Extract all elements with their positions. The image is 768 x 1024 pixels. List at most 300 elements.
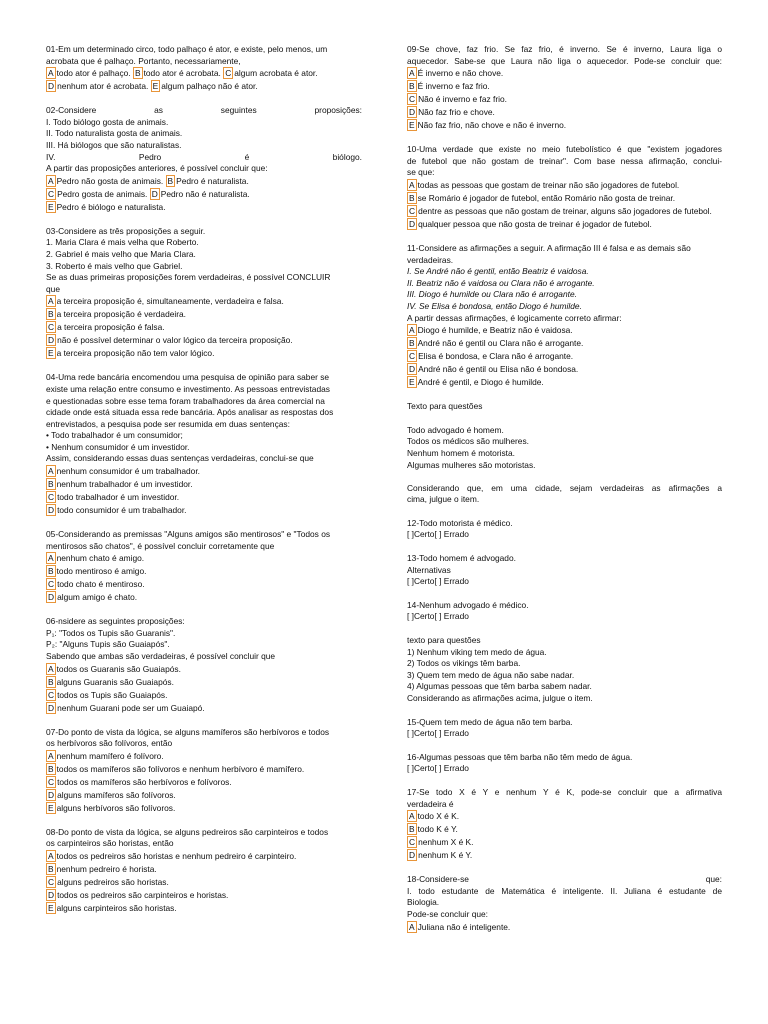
option-text: todo consumidor é um trabalhador. <box>57 505 187 516</box>
question-line: se que: <box>407 167 435 178</box>
option-text: Não faz frio, não chove e não é inverno. <box>417 120 567 131</box>
option-text: qualquer pessoa que não gosta de treinar é jogador de futebol. <box>418 218 652 229</box>
answer-option[interactable] <box>46 202 166 212</box>
option-text: nenhum K é Y. <box>418 850 473 861</box>
question-block <box>407 425 722 506</box>
option-row <box>407 192 722 205</box>
option-row <box>407 823 722 836</box>
answer-option[interactable] <box>46 777 232 787</box>
question-block <box>407 635 722 705</box>
question-block <box>407 752 722 775</box>
answer-option[interactable] <box>407 206 712 216</box>
option-text: Pedro é biólogo e naturalista. <box>56 201 166 212</box>
question-line: A partir das proposições anteriores, é possível concluir que: <box>46 163 268 174</box>
question-line: [ ]Certo[ ] Errado <box>407 611 469 622</box>
option-row <box>46 702 362 715</box>
option-row <box>407 849 722 862</box>
answer-option[interactable] <box>407 325 573 335</box>
question-line: 3) Quem tem medo de água não sabe nadar. <box>407 669 575 680</box>
question-text: Todo advogado é homem. <box>407 424 504 435</box>
answer-option[interactable] <box>46 296 284 306</box>
answer-option[interactable] <box>150 189 250 199</box>
option-text: Pedro é naturalista. <box>176 175 249 186</box>
question-line: de futebol que não gostam de treinar". Com base nessa afirmação, conclui- <box>407 155 722 166</box>
answer-option[interactable] <box>46 677 174 687</box>
option-row <box>46 334 362 347</box>
question-line: I. Todo biólogo gosta de animais. <box>46 116 169 127</box>
question-line: Se as duas primeiras proposições forem verdadeiras, é possível CONCLUIR <box>46 272 331 283</box>
question-line: II. Beatriz não é vaidosa ou Clara não é arrogante. <box>407 277 595 288</box>
option-letter-box[interactable]: B <box>409 338 415 349</box>
option-row <box>46 789 362 802</box>
option-text: todos os pedreiros são carpinteiros e horistas. <box>57 890 229 900</box>
option-letter-box[interactable]: B <box>48 676 54 687</box>
option-row <box>407 350 722 363</box>
question-text: 17-Se todo X é Y e nenhum Y é K, pode-se concluir que a afirmativa <box>407 786 722 797</box>
option-letter-box[interactable]: A <box>48 68 54 79</box>
option-letter-box[interactable]: A <box>48 663 54 674</box>
option-letter-box[interactable]: D <box>48 335 55 346</box>
option-letter-box[interactable]: B <box>167 175 174 186</box>
answer-option[interactable] <box>46 751 164 761</box>
answer-option[interactable] <box>46 176 163 186</box>
option-letter-box[interactable]: D <box>48 81 55 92</box>
answer-option[interactable] <box>46 579 145 589</box>
question-line: III. Diogo é humilde ou Clara não é arrogante. <box>407 289 577 300</box>
question-line: I. Se André não é gentil, então Beatriz é vaidosa. <box>407 266 589 277</box>
option-row <box>407 324 722 337</box>
answer-option[interactable] <box>407 180 679 190</box>
answer-option[interactable] <box>407 68 503 78</box>
option-text: a terceira proposição é, simultaneamente, verdadeira e falsa. <box>56 296 284 307</box>
option-text: todo ator é acrobata. <box>143 68 221 79</box>
question-text: 15-Quem tem medo de água não tem barba. <box>407 716 573 727</box>
answer-option[interactable] <box>46 851 296 861</box>
question-block <box>407 874 722 933</box>
option-letter-box[interactable]: B <box>409 824 415 835</box>
option-text: Pedro não é naturalista. <box>160 188 250 199</box>
option-text: dentre as pessoas que não gostam de treinar, alguns são jogadores de futebol. <box>418 205 712 216</box>
option-letter-box[interactable]: E <box>152 81 159 92</box>
option-row <box>407 810 722 823</box>
option-letter-box[interactable]: E <box>48 802 54 813</box>
question-text: 01-Em um determinado circo, todo palhaço é ator, e existe, pelo menos, um <box>46 44 328 54</box>
option-text: Juliana não é inteligente. <box>417 921 511 932</box>
question-block <box>46 372 362 517</box>
option-row <box>46 763 362 776</box>
option-letter-box[interactable]: C <box>48 877 55 887</box>
option-row <box>46 295 362 308</box>
question-block <box>407 717 722 740</box>
option-text: alguns herbívoros são folívoros. <box>56 802 176 813</box>
option-row <box>407 119 722 132</box>
answer-option[interactable] <box>46 903 177 913</box>
option-row <box>46 347 362 360</box>
question-line: IV. Se Elisa é bondosa, então Diogo é humilde. <box>407 300 582 311</box>
option-row <box>46 591 362 604</box>
answer-option[interactable] <box>407 922 510 932</box>
option-letter-box[interactable]: D <box>409 850 416 861</box>
option-text: Pedro não gosta de animais. <box>56 175 164 186</box>
option-text: alguns pedreiros são horistas. <box>57 877 169 887</box>
question-text: texto para questões <box>407 635 481 646</box>
option-letter-box[interactable]: B <box>409 192 415 203</box>
option-letter-box[interactable]: D <box>151 188 158 199</box>
question-line: [ ]Certo[ ] Errado <box>407 763 469 774</box>
option-text: todo trabalhador é um investidor. <box>57 492 180 503</box>
option-row <box>46 188 362 201</box>
option-letter-box[interactable]: D <box>48 789 55 800</box>
question-line: P₂: "Alguns Tupis são Guaiapós". <box>46 639 170 650</box>
question-line: Considerando as afirmações acima, julgue o item. <box>407 693 593 703</box>
answer-option[interactable] <box>46 309 186 319</box>
option-text: todas as pessoas que gostam de treinar não são jogadores de futebol. <box>417 179 680 190</box>
option-text: todo K é Y. <box>417 824 458 835</box>
question-line: verdadeira é <box>407 798 454 809</box>
right-column <box>407 44 722 946</box>
option-row <box>46 850 362 863</box>
option-row <box>46 465 362 478</box>
option-row <box>407 179 722 192</box>
question-text: 04-Uma rede bancária encomendou uma pesquisa de opinião para saber se <box>46 372 330 383</box>
question-block <box>46 105 362 214</box>
option-letter-box[interactable]: E <box>48 201 54 212</box>
answer-option[interactable] <box>46 81 148 91</box>
question-line: A partir dessas afirmações, é logicamente correto afirmar: <box>407 312 622 323</box>
option-text: a terceira proposição não tem valor lógico. <box>56 348 215 359</box>
option-letter-box[interactable]: C <box>409 94 416 105</box>
answer-option[interactable] <box>407 824 458 834</box>
option-letter-box[interactable]: A <box>48 466 54 477</box>
option-row <box>46 676 362 689</box>
option-row <box>46 902 362 915</box>
question-text: 02-Considere as seguintes proposições: <box>46 105 362 116</box>
option-text: Não é inverno e faz frio. <box>418 94 507 105</box>
option-row <box>46 776 362 789</box>
question-line: I. todo estudante de Matemática é inteligente. II. Juliana é estudante de <box>407 885 722 896</box>
option-row <box>407 376 722 389</box>
question-line: [ ]Certo[ ] Errado <box>407 529 469 540</box>
question-line: 2) Todos os vikings têm barba. <box>407 658 521 669</box>
option-letter-box[interactable]: D <box>409 218 416 229</box>
answer-option[interactable] <box>407 364 578 374</box>
question-block <box>46 529 362 604</box>
question-line: • Nenhum consumidor é um investidor. <box>46 441 190 452</box>
question-block <box>407 243 722 389</box>
question-text: 13-Todo homem é advogado. <box>407 553 516 564</box>
option-letter-box[interactable]: E <box>409 377 415 388</box>
option-letter-box[interactable]: B <box>409 81 415 92</box>
question-line: [ ]Certo[ ] Errado <box>407 728 469 739</box>
question-line: 4) Algumas pessoas que têm barba sabem nadar. <box>407 681 592 692</box>
option-row <box>46 578 362 591</box>
question-line: verdadeiras. <box>407 254 454 265</box>
option-row <box>46 321 362 334</box>
answer-option[interactable] <box>46 703 205 713</box>
question-block <box>407 44 722 132</box>
option-letter-box[interactable]: B <box>48 763 54 774</box>
answer-option[interactable] <box>407 107 495 117</box>
answer-option[interactable] <box>46 466 200 476</box>
option-letter-box[interactable]: B <box>48 309 54 320</box>
question-block <box>407 518 722 541</box>
option-text: nenhum pedreiro é horista. <box>56 864 157 874</box>
option-text: É inverno e não chove. <box>417 68 504 79</box>
option-row <box>407 205 722 218</box>
option-text: alguns mamíferos são folívoros. <box>57 789 176 800</box>
option-row <box>407 106 722 119</box>
option-letter-box[interactable]: C <box>48 776 55 787</box>
question-text: 12-Todo motorista é médico. <box>407 517 513 528</box>
question-line: mentirosos são chatos", é possível concluir corretamente que <box>46 540 275 551</box>
option-row <box>407 337 722 350</box>
question-block <box>407 401 722 413</box>
question-text: 09-Se chove, faz frio. Se faz frio, é inverno. Se é inverno, Laura liga o <box>407 44 722 54</box>
option-text: nenhum X é K. <box>418 837 474 848</box>
answer-option[interactable] <box>407 811 459 821</box>
option-text: nenhum Guarani pode ser um Guaiapó. <box>57 702 205 713</box>
question-line: os carpinteiros são horistas, então <box>46 838 174 849</box>
answer-option[interactable] <box>46 592 137 602</box>
answer-option[interactable] <box>46 348 214 358</box>
option-row <box>46 491 362 504</box>
option-row <box>46 67 362 80</box>
question-block <box>407 787 722 862</box>
option-letter-box[interactable]: C <box>409 837 416 848</box>
question-line: 2. Gabriel é mais velho que Maria Clara. <box>46 248 196 259</box>
answer-option[interactable] <box>46 764 304 774</box>
option-letter-box[interactable]: C <box>48 188 55 199</box>
option-letter-box[interactable]: A <box>409 811 415 822</box>
option-text: Elisa é bondosa, e Clara não é arrogante. <box>418 351 574 362</box>
option-row <box>407 363 722 376</box>
option-letter-box[interactable]: C <box>409 205 416 216</box>
option-row <box>46 175 362 188</box>
answer-option[interactable] <box>46 664 181 674</box>
question-line: III. Há biólogos que são naturalistas. <box>46 139 182 150</box>
question-line: que <box>46 283 60 294</box>
answer-option[interactable] <box>46 890 228 900</box>
option-text: André não é gentil ou Elisa não é bondosa. <box>418 364 579 375</box>
option-letter-box[interactable]: E <box>409 120 415 131</box>
question-text: 16-Algumas pessoas que têm barba não têm medo de água. <box>407 751 633 762</box>
answer-option[interactable] <box>46 690 167 700</box>
question-text: 18-Considere-se que: <box>407 874 722 885</box>
option-letter-box[interactable]: E <box>48 348 54 359</box>
option-row <box>46 478 362 491</box>
option-text: nenhum consumidor é um trabalhador. <box>56 466 200 477</box>
option-letter-box[interactable]: A <box>48 296 54 307</box>
option-text: algum acrobata é ator. <box>234 68 318 79</box>
answer-option[interactable] <box>407 351 573 361</box>
answer-option[interactable] <box>46 877 169 887</box>
question-line: Nenhum homem é motorista. <box>407 447 515 458</box>
option-row <box>46 565 362 578</box>
option-letter-box[interactable]: C <box>48 689 55 700</box>
answer-option[interactable] <box>151 81 258 91</box>
question-text: Texto para questões <box>407 401 483 412</box>
option-letter-box[interactable]: D <box>48 592 55 603</box>
answer-option[interactable] <box>407 120 566 130</box>
option-letter-box[interactable]: C <box>48 579 55 590</box>
question-line: 1. Maria Clara é mais velha que Roberto. <box>46 237 199 248</box>
answer-option[interactable] <box>407 81 490 91</box>
question-line: os herbívoros são folívoros, então <box>46 738 173 749</box>
answer-option[interactable] <box>407 219 652 229</box>
option-text: todos os mamíferos são herbívoros e folívoros. <box>57 776 232 787</box>
option-letter-box[interactable]: D <box>409 107 416 118</box>
question-line: Biologia. <box>407 897 440 908</box>
option-text: todo mentiroso é amigo. <box>56 566 147 577</box>
answer-option[interactable] <box>46 803 175 813</box>
question-text: 06-nsidere as seguintes proposições: <box>46 616 185 627</box>
answer-option[interactable] <box>46 505 187 515</box>
option-letter-box[interactable]: B <box>48 566 54 577</box>
option-text: todo X é K. <box>417 811 460 822</box>
option-letter-box[interactable]: E <box>48 903 54 913</box>
option-text: se Romário é jogador de futebol, então Romário não gosta de treinar. <box>417 192 676 203</box>
question-line <box>407 471 722 483</box>
option-text: alguns carpinteiros são horistas. <box>56 903 177 913</box>
question-line: e questionadas sobre esse tema foram trabalhadores da área comercial na <box>46 395 325 406</box>
option-letter-box[interactable]: A <box>48 175 54 186</box>
option-letter-box[interactable]: B <box>134 68 141 79</box>
answer-option[interactable] <box>46 68 131 78</box>
option-letter-box[interactable]: A <box>48 553 54 564</box>
answer-option[interactable] <box>407 377 544 387</box>
option-row <box>46 802 362 815</box>
question-line: 3. Roberto é mais velho que Gabriel. <box>46 260 183 271</box>
option-letter-box[interactable]: D <box>409 364 416 375</box>
option-text: nenhum trabalhador é um investidor. <box>56 479 193 490</box>
question-line: existe uma relação entre consumo e investimento. As pessoas entrevistadas <box>46 383 330 394</box>
option-row <box>46 308 362 321</box>
option-letter-box[interactable]: A <box>409 68 415 79</box>
question-block <box>407 553 722 588</box>
option-letter-box[interactable]: A <box>48 750 54 761</box>
question-line: Pode-se concluir que: <box>407 908 489 919</box>
option-row <box>407 836 722 849</box>
question-line: entrevistados, a pesquisa pode ser resumida em duas sentenças: <box>46 418 290 429</box>
option-row <box>46 663 362 676</box>
question-line: aquecedor. Sabe-se que Laura não liga o aquecedor. Pode-se concluir que: <box>407 55 722 66</box>
answer-option[interactable] <box>46 189 147 199</box>
option-text: Não faz frio e chove. <box>418 107 495 118</box>
question-line: Sabendo que ambas são verdadeiras, é possível concluir que <box>46 651 276 662</box>
answer-option[interactable] <box>46 553 144 563</box>
option-letter-box[interactable]: B <box>48 864 54 874</box>
option-letter-box[interactable]: C <box>48 492 55 503</box>
option-text: todos os mamíferos são folívoros e nenhum herbívoro é mamífero. <box>56 763 305 774</box>
question-text: 03-Considere as três proposições a seguir. <box>46 225 206 236</box>
option-text: nenhum chato é amigo. <box>56 553 145 564</box>
answer-option[interactable] <box>46 864 157 874</box>
answer-option[interactable] <box>133 68 221 78</box>
option-text: algum amigo é chato. <box>57 592 138 603</box>
question-line: P₁: "Todos os Tupis são Guaranis". <box>46 627 176 638</box>
question-line: Alternativas <box>407 564 451 575</box>
answer-option[interactable] <box>407 837 473 847</box>
answer-option[interactable] <box>46 492 179 502</box>
option-text: algum palhaço não é ator. <box>161 81 258 92</box>
option-text: a terceira proposição é verdadeira. <box>56 309 187 320</box>
option-letter-box[interactable]: A <box>409 921 415 932</box>
option-text: É inverno e faz frio. <box>417 81 490 92</box>
option-text: todo chato é mentiroso. <box>57 579 145 590</box>
question-line: Algumas mulheres são motoristas. <box>407 459 536 470</box>
question-block <box>46 616 362 714</box>
answer-option[interactable] <box>166 176 249 186</box>
question-block <box>46 44 362 93</box>
answer-option[interactable] <box>46 322 165 332</box>
option-letter-box[interactable]: A <box>48 851 54 861</box>
question-line: Assim, considerando essas duas sentenças verdadeiras, conclui-se que <box>46 453 314 464</box>
question-line: cidade onde está situada essa rede bancária. Após analisar as respostas dos <box>46 407 334 418</box>
answer-option[interactable] <box>46 566 146 576</box>
option-letter-box[interactable]: C <box>409 351 416 362</box>
option-row <box>407 921 722 934</box>
option-row <box>46 552 362 565</box>
question-block <box>407 144 722 231</box>
question-block <box>407 600 722 623</box>
option-text: todos os Guaranis são Guaiapós. <box>56 663 181 674</box>
option-letter-box[interactable]: D <box>48 505 55 516</box>
option-row <box>407 93 722 106</box>
answer-option[interactable] <box>407 193 675 203</box>
answer-option[interactable] <box>46 479 193 489</box>
question-text: 08-Do ponto de vista da lógica, se alguns pedreiros são carpinteiros e todos <box>46 826 329 837</box>
option-row <box>46 889 362 902</box>
option-row <box>407 80 722 93</box>
option-text: todos os pedreiros são horistas e nenhum pedreiro é carpinteiro. <box>56 851 297 861</box>
question-line: 1) Nenhum viking tem medo de água. <box>407 646 547 657</box>
option-letter-box[interactable]: C <box>48 322 55 333</box>
option-letter-box[interactable]: D <box>48 890 55 900</box>
answer-option[interactable] <box>407 850 472 860</box>
option-text: Pedro gosta de animais. <box>57 188 148 199</box>
option-row <box>407 218 722 231</box>
option-letter-box[interactable]: A <box>409 325 415 336</box>
answer-option[interactable] <box>46 790 176 800</box>
question-line: IV. Pedro é biólogo. <box>46 151 362 162</box>
option-text: alguns Guaranis são Guaiapós. <box>56 676 174 687</box>
question-text: 10-Uma verdade que existe no meio futebolístico é que "existem jogadores <box>407 144 722 155</box>
option-row <box>46 201 362 214</box>
answer-option[interactable] <box>223 68 317 78</box>
question-line: Considerando que, em uma cidade, sejam verdadeiras as afirmações a <box>407 482 722 493</box>
option-row <box>46 504 362 517</box>
option-letter-box[interactable]: B <box>48 479 54 490</box>
question-block <box>46 827 362 915</box>
option-text: André é gentil, e Diogo é humilde. <box>417 377 544 388</box>
option-row <box>46 863 362 876</box>
question-line: cima, julgue o item. <box>407 494 480 505</box>
question-block <box>46 226 362 361</box>
question-line: II. Todo naturalista gosta de animais. <box>46 128 183 139</box>
option-letter-box[interactable]: C <box>225 68 232 79</box>
answer-option[interactable] <box>407 94 507 104</box>
answer-option[interactable] <box>46 335 293 345</box>
option-text: não é possível determinar o valor lógico da terceira proposição. <box>57 335 293 346</box>
option-letter-box[interactable]: A <box>409 179 415 190</box>
question-line: Todos os médicos são mulheres. <box>407 436 529 447</box>
question-line: [ ]Certo[ ] Errado <box>407 576 469 587</box>
answer-option[interactable] <box>407 338 583 348</box>
option-row <box>46 750 362 763</box>
question-text: 05-Considerando as premissas "Alguns amigos são mentirosos" e "Todos os <box>46 529 331 540</box>
option-letter-box[interactable]: D <box>48 702 55 713</box>
option-text: nenhum mamífero é folívoro. <box>56 750 164 761</box>
